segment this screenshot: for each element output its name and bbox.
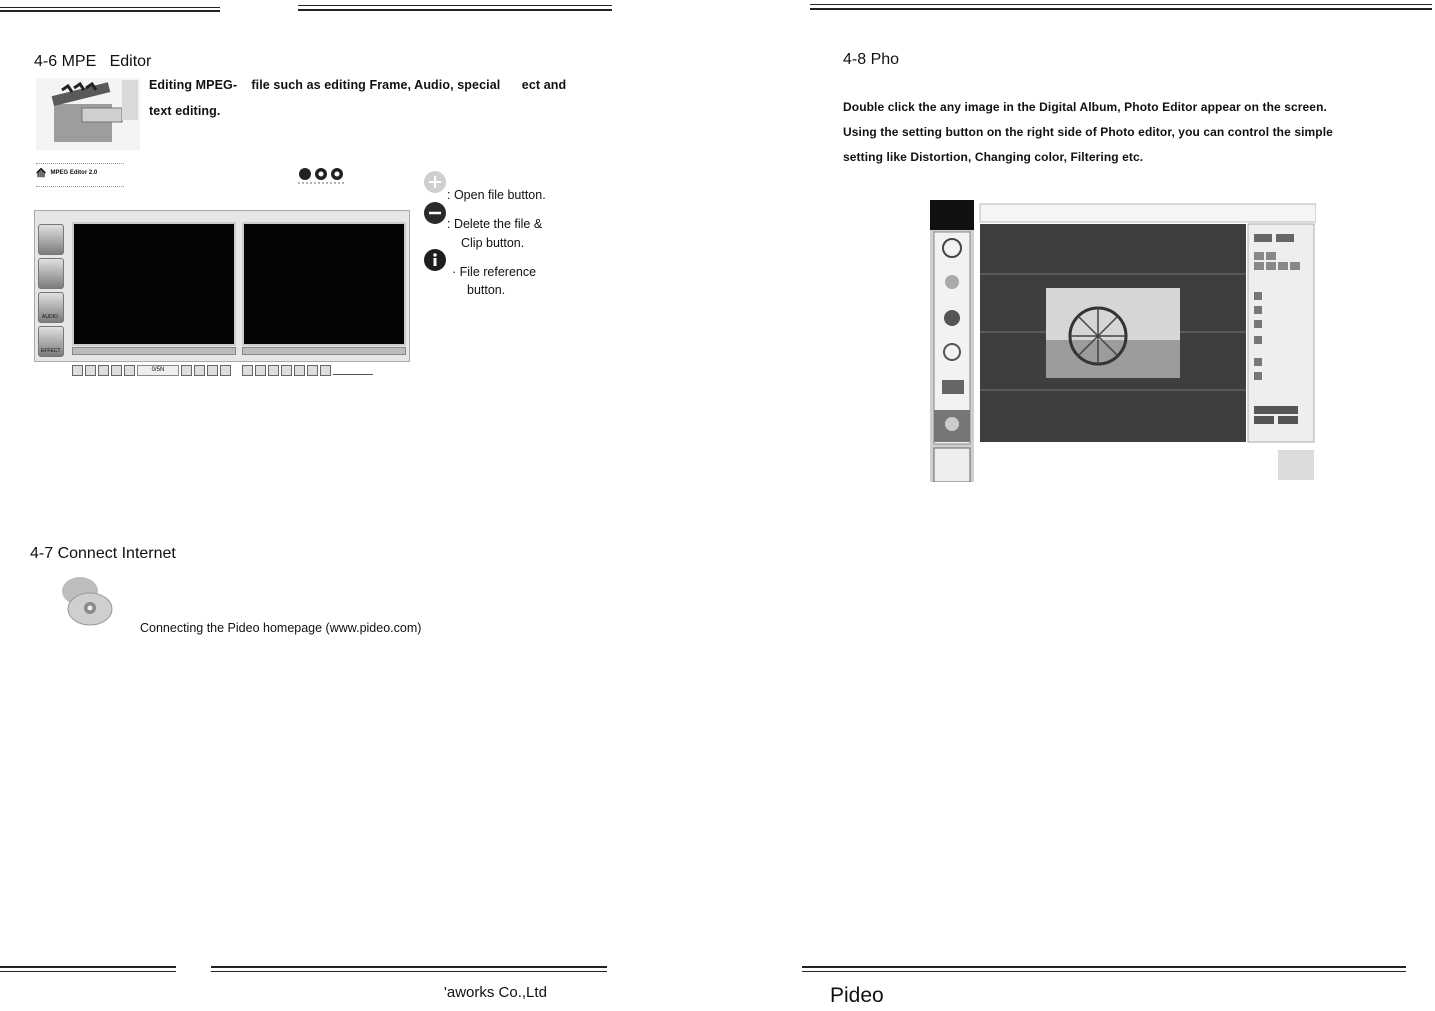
- controls-left: [72, 365, 231, 378]
- section-48-para-line2: Using the setting button on the right side of Photo editor, you can control the simple: [843, 125, 1333, 139]
- control-button[interactable]: [85, 365, 96, 376]
- minus-circle-icon: [424, 202, 446, 224]
- control-button[interactable]: [72, 365, 83, 376]
- side-button-audio[interactable]: AUDIO: [38, 292, 64, 323]
- legend-info-text2: button.: [467, 283, 506, 297]
- preview-screen-left: [72, 222, 236, 346]
- top-rule-right: [810, 4, 1432, 5]
- controls-right: [242, 365, 373, 378]
- section-46-desc-line1: Editing MPEG- file such as editing Frame, Audio, special ect and: [149, 78, 567, 92]
- bottom-rule-left-b2: [211, 971, 607, 972]
- legend-delete-text: : Delete the file &: [447, 217, 543, 231]
- control-button[interactable]: [281, 365, 292, 376]
- control-button[interactable]: [255, 365, 266, 376]
- control-button[interactable]: [307, 365, 318, 376]
- bottom-rule-left-b: [211, 966, 607, 968]
- control-button[interactable]: [320, 365, 331, 376]
- legend-open-text: : Open file button.: [447, 188, 546, 202]
- legend-delete-text2: Clip button.: [461, 236, 525, 250]
- top-rule-left-b: [298, 5, 612, 6]
- logo-mark-icon: ⟰: [36, 166, 47, 180]
- control-button[interactable]: [207, 365, 218, 376]
- control-button[interactable]: [98, 365, 109, 376]
- bottom-rule-left-a2: [0, 971, 176, 972]
- top-rule-right2: [810, 8, 1432, 10]
- side-button-edit[interactable]: [38, 258, 64, 289]
- top-rule-left-a2: [0, 10, 220, 12]
- control-button[interactable]: [194, 365, 205, 376]
- footer-right: Pideo: [830, 984, 884, 1007]
- section-48-para-line3: setting like Distortion, Changing color, Filtering etc.: [843, 150, 1144, 164]
- window-buttons-group: [298, 165, 346, 185]
- clapperboard-icon: [36, 78, 140, 150]
- control-button[interactable]: [242, 365, 253, 376]
- control-button[interactable]: [124, 365, 135, 376]
- progress-slot: [333, 365, 373, 375]
- plus-circle-icon: [424, 171, 446, 193]
- globe-icon: [52, 573, 116, 631]
- footer-left: 'aworks Co.,Ltd: [444, 984, 547, 1001]
- bottom-rule-right2: [802, 971, 1406, 972]
- mpeg-editor-player: [34, 210, 410, 382]
- section-47-heading: 4-7 Connect Internet: [30, 545, 176, 562]
- info-circle-icon: [424, 249, 446, 271]
- photo-editor-screenshot: [930, 200, 1316, 482]
- control-button[interactable]: [181, 365, 192, 376]
- section-47-desc: Connecting the Pideo homepage (www.pideo.com): [140, 621, 422, 635]
- seekbar-right[interactable]: [242, 347, 406, 355]
- mpeg-editor-logo: [36, 163, 124, 187]
- bottom-rule-right: [802, 966, 1406, 968]
- seekbar-left[interactable]: [72, 347, 236, 355]
- section-48-heading: 4-8 Pho: [843, 51, 900, 68]
- control-button[interactable]: [111, 365, 122, 376]
- control-button[interactable]: [294, 365, 305, 376]
- preview-screen-right: [242, 222, 406, 346]
- legend-info-text: · File reference: [452, 265, 537, 279]
- bottom-rule-left-a: [0, 966, 176, 968]
- section-48-para-line1: Double click the any image in the Digital Album, Photo Editor appear on the screen.: [843, 100, 1327, 114]
- top-rule-left-b2: [298, 9, 612, 11]
- section-46-desc-line2: text editing.: [149, 104, 221, 118]
- mpeg-editor-logo-text: MPEG Editor 2.0: [50, 170, 98, 176]
- side-button-play[interactable]: [38, 224, 64, 255]
- top-rule-left-a: [0, 7, 220, 8]
- control-button[interactable]: [268, 365, 279, 376]
- frame-counter: 0/5N: [137, 365, 179, 376]
- section-46-heading: 4-6 MPE Editor: [34, 53, 152, 70]
- side-button-effect[interactable]: EFFECT: [38, 326, 64, 357]
- control-button[interactable]: [220, 365, 231, 376]
